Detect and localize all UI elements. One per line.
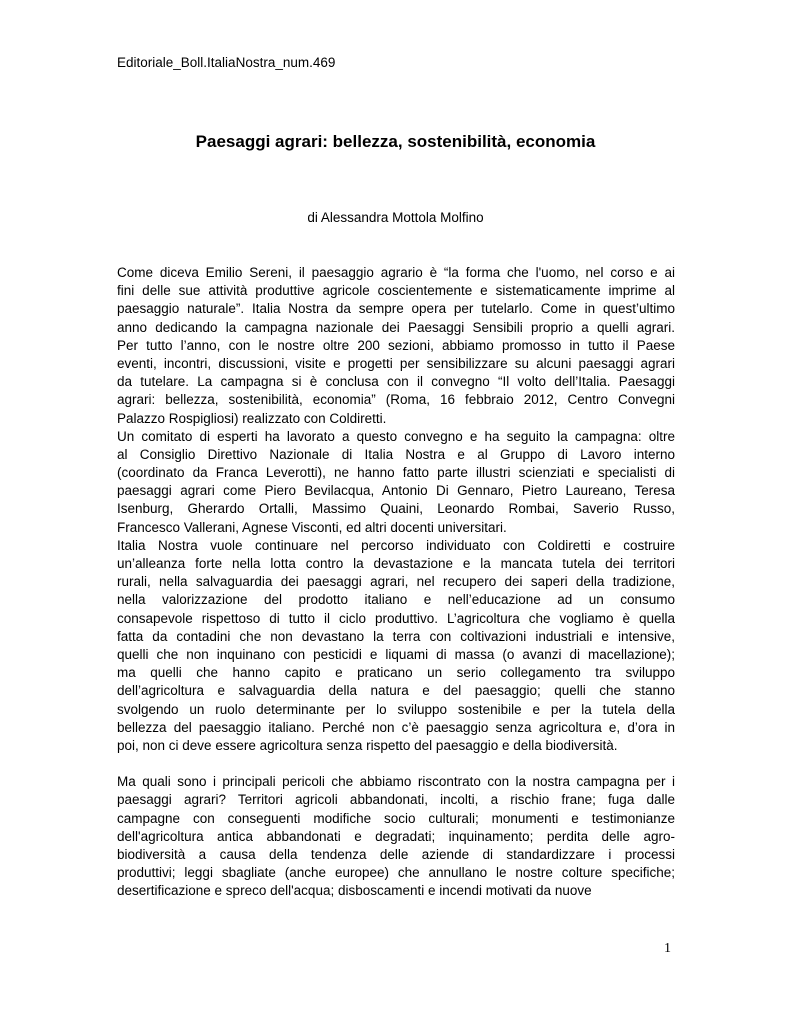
text-line: anno dedicando la campagna nazionale dei Paesaggi Sensibili proprio a quelli agrari.	[117, 319, 675, 335]
text-line: campagne con conseguenti modifiche socio culturali; monumenti e testimonianze	[117, 810, 675, 826]
text-line: Per tutto l’anno, con le nostre oltre 200 sezioni, abbiamo promosso in tutto il Paese	[117, 337, 675, 353]
text-line: nella valorizzazione del prodotto italiano e nell’educazione ad un consumo	[117, 592, 675, 608]
text-line: Un comitato di esperti ha lavorato a questo convegno e ha seguito la campagna: oltre	[117, 428, 675, 444]
text-line: quelli che non inquinano con pesticidi e liquami di massa (o avanzi di macellazione);	[117, 646, 675, 662]
text-line: paesaggio naturale”. Italia Nostra da sempre opera per tutelarlo. Come in quest’ultimo	[117, 301, 675, 317]
document-header: Editoriale_Boll.ItaliaNostra_num.469	[117, 55, 336, 70]
text-line: bellezza del paesaggio italiano. Perché non c’è paesaggio senza agricoltura e, d’ora in	[117, 719, 675, 735]
text-line: Come diceva Emilio Sereni, il paesaggio agrario è “la forma che l'uomo, nel corso e ai	[117, 265, 675, 280]
text-line: svolgendo un ruolo determinante per lo sviluppo sostenibile e per la tutela della	[117, 701, 675, 717]
text-line: paesaggi agrari? Territori agricoli abbandonati, incolti, a rischio frane; fuga dalle	[117, 792, 675, 808]
text-line: rurali, nella salvaguardia dei paesaggi agrari, nel recupero dei saperi della tradizione,	[117, 574, 675, 590]
body-text	[117, 264, 675, 901]
text-line: eventi, incontri, discussioni, visite e progetti per sensibilizzare su alcuni paesaggi agrari	[117, 355, 675, 371]
text-line: poi, non ci deve essere agricoltura senza rispetto del paesaggio e della biodiversità.	[117, 737, 618, 753]
text-line: da tutelare. La campagna si è conclusa con il convegno “Il volto dell’Italia. Paesaggi	[117, 374, 675, 390]
text-line: (coordinato da Franca Leverotti), ne hanno fatto parte illustri scienziati e specialisti di	[117, 465, 675, 481]
text-line: Francesco Vallerani, Agnese Visconti, ed altri docenti universitari.	[117, 519, 507, 535]
text-line: desertificazione e spreco dell'acqua; disboscamenti e incendi motivati da nuove	[117, 883, 592, 899]
text-line: Palazzo Rospigliosi) realizzato con Coldiretti.	[117, 410, 387, 426]
blank-line	[117, 755, 675, 773]
text-line: fatta da contadini che non devastano la terra con coltivazioni industriali e intensive,	[117, 628, 675, 644]
text-line: consapevole rispettoso di tutto il ciclo produttivo. L’agricoltura che vogliamo è quella	[117, 610, 675, 626]
text-line: ma quelli che hanno capito e praticano un serio collegamento tra sviluppo	[117, 665, 675, 681]
text-line: Ma quali sono i principali pericoli che abbiamo riscontrato con la nostra campagna per i	[117, 774, 675, 790]
text-line: produttivi; leggi sbagliate (anche europee) che annullano le nostre colture specifiche;	[117, 865, 675, 881]
text-line: un’alleanza forte nella lotta contro la devastazione e la mancata tutela dei territori	[117, 556, 675, 571]
text-line: al Consiglio Direttivo Nazionale di Italia Nostra e al Gruppo di Lavoro interno	[117, 446, 675, 462]
text-line: dell’agricoltura e salvaguardia della natura e del paesaggio; quelli che stanno	[117, 683, 675, 699]
author-byline: di Alessandra Mottola Molfino	[307, 210, 484, 225]
text-line: biodiversità a causa della tendenza delle aziende di standardizzare i processi	[117, 847, 675, 862]
text-line: Isenburg, Gherardo Ortalli, Massimo Quaini, Leonardo Rombai, Saverio Russo,	[117, 501, 675, 517]
text-line: agrari: bellezza, sostenibilità, economia” (Roma, 16 febbraio 2012, Centro Convegni	[117, 392, 675, 408]
text-line: fini delle sue attività produttive agricole coscientemente e sistematicamente imprime al	[117, 283, 675, 299]
text-line: Italia Nostra vuole continuare nel percorso individuato con Coldiretti e costruire	[117, 537, 675, 553]
page-number: 1	[664, 941, 671, 956]
text-line: dell'agricoltura antica abbandonati e degradati; inquinamento; perdita delle agro-	[117, 828, 675, 844]
text-line: paesaggi agrari come Piero Bevilacqua, Antonio Di Gennaro, Pietro Laureano, Teresa	[117, 483, 675, 499]
document-title: Paesaggi agrari: bellezza, sostenibilità, economia	[195, 132, 596, 151]
